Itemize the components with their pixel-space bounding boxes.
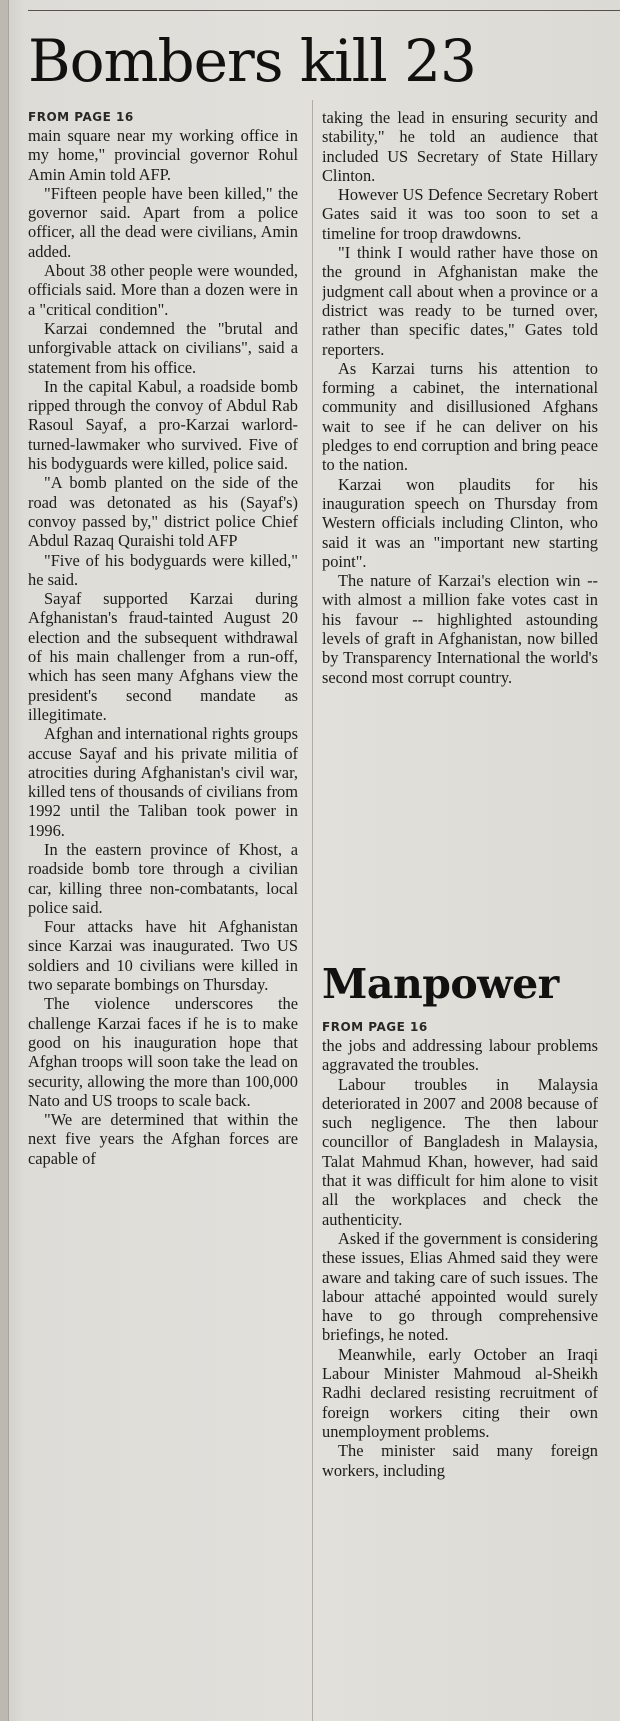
story1-paragraph: Four attacks have hit Afghanistan since Karzai was inaugurated. Two US soldiers and 10 civilians were killed in two separate bombings on Thursday. xyxy=(28,917,298,995)
story1-paragraph: Karzai condemned the "brutal and unforgivable attack on civilians", said a statement from his office. xyxy=(28,318,298,377)
story1-paragraph: "Fifteen people have been killed," the governor said. Apart from a police officer, all the dead were civilians, Amin added. xyxy=(28,183,298,261)
story1-paragraph: Karzai won plaudits for his inauguration speech on Thursday from Western officials including Clinton, who said it was an "important new starting point". xyxy=(322,474,598,571)
story1-right-column xyxy=(322,108,598,948)
story1-paragraph: In the capital Kabul, a roadside bomb ripped through the convoy of Abdul Rab Rasoul Sayaf, a pro-Karzai warlord-turned-lawmaker who survived. Five of his bodyguards were killed, police said. xyxy=(28,376,298,474)
story1-paragraph: In the eastern province of Khost, a roadside bomb tore through a civilian car, killing three non-combatants, local police said. xyxy=(28,839,298,917)
story1-paragraph: The violence underscores the challenge Karzai faces if he is to make good on his inauguration hope that Afghan troops will soon take the lead on security, allowing the more than 100,000 Nato and US troops to scale back. xyxy=(28,994,298,1110)
story1-paragraph: main square near my working office in my home," provincial governor Rohul Amin Amin told AFP. xyxy=(28,126,298,184)
story2-paragraph: The minister said many foreign workers, including xyxy=(322,1441,598,1480)
story2-paragraph: Meanwhile, early October an Iraqi Labour Minister Mahmoud al-Sheikh Radhi declared resisting recruitment of foreign workers citing their own unemployment problems. xyxy=(322,1344,598,1441)
story2-paragraph: Asked if the government is considering these issues, Elias Ahmed said they were aware and taking care of such issues. The labour attaché appointed would surely have to go through comprehensive briefings, he noted. xyxy=(322,1228,598,1345)
story2-paragraph: the jobs and addressing labour problems aggravated the troubles. xyxy=(322,1036,598,1075)
story1-paragraph: Afghan and international rights groups accuse Sayaf and his private militia of atrocities during Afghanistan's civil war, killed tens of thousands of civilians from 1992 until the Taliban took power in 1996. xyxy=(28,724,298,840)
story1-paragraph: "We are determined that within the next five years the Afghan forces are capable of xyxy=(28,1110,298,1168)
story1-paragraph: taking the lead in ensuring security and stability," he told an audience that included US Secretary of State Hillary Clinton. xyxy=(322,108,598,185)
story1-paragraph: About 38 other people were wounded, officials said. More than a dozen were in a "critical condition". xyxy=(28,261,298,319)
story2-column xyxy=(322,1018,598,1721)
story1-paragraph: "Five of his bodyguards were killed," he said. xyxy=(28,550,298,589)
story2-kicker: FROM PAGE 16 xyxy=(322,1020,428,1034)
column-rule xyxy=(312,100,313,1721)
story1-paragraph: "I think I would rather have those on the ground in Afghanistan make the judgment call about when a province or a district was ready to be turned over, rather than specific dates," Gates told reporters. xyxy=(322,243,598,359)
story1-paragraph: Sayaf supported Karzai during Afghanistan's fraud-tainted August 20 election and the subsequent withdrawal of his main challenger from a run-off, which has seen many Afghans view the president's second mandate as illegitimate. xyxy=(28,589,298,724)
story1-left-column xyxy=(28,108,298,1721)
story1-paragraph: The nature of Karzai's election win -- with almost a million fake votes cast in his favour -- highlighted astounding levels of graft in Afghanistan, now billed by Transparency International the world's second most corrupt country. xyxy=(322,571,598,687)
top-rule xyxy=(28,10,620,11)
story1-paragraph: "A bomb planted on the side of the road was detonated as his (Sayaf's) convoy passed by," district police Chief Abdul Razaq Quraishi told AFP xyxy=(28,473,298,551)
story1-paragraph: However US Defence Secretary Robert Gates said it was too soon to set a timeline for troop drawdowns. xyxy=(322,185,598,243)
headline-bombers: Bombers kill 23 xyxy=(28,27,476,95)
story1-kicker: FROM PAGE 16 xyxy=(28,110,134,124)
page-fold-edge xyxy=(0,0,9,1721)
story1-paragraph: As Karzai turns his attention to forming a cabinet, the international community and disillusioned Afghans wait to see if he can deliver on his pledges to end corruption and bring peace to the nation. xyxy=(322,358,598,475)
headline-manpower: Manpower xyxy=(322,960,559,1008)
story2-paragraph: Labour troubles in Malaysia deteriorated in 2007 and 2008 because of such negligence. The then labour councillor of Bangladesh in Malaysia, Talat Mahmud Khan, however, had said that it was difficult for him alone to visit all the workplaces and check the authenticity. xyxy=(322,1074,598,1229)
